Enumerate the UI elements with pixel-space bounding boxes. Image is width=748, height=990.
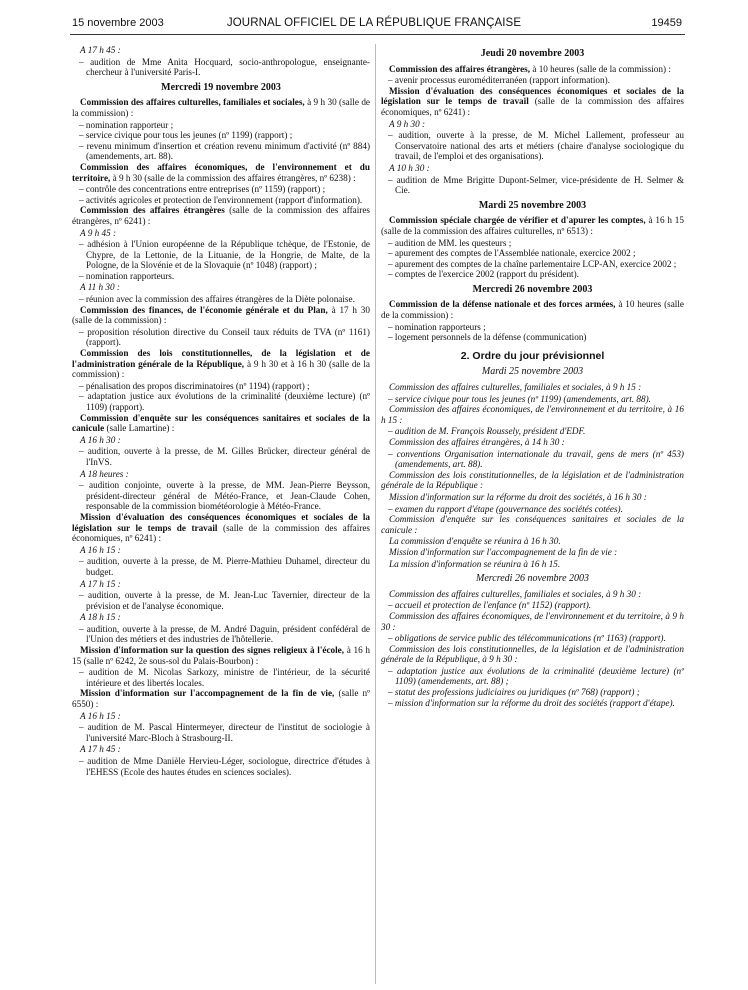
left-column bbox=[72, 44, 370, 777]
committee-detail: à 10 heures (salle de la commission) : bbox=[381, 299, 684, 321]
agenda-item: – audition de M. Nicolas Sarkozy, ministre de l'intérieur, de la sécurité intérieure et des libertés locales. bbox=[79, 667, 370, 688]
committee-name: Commission des affaires culturelles, familiales et sociales, bbox=[80, 97, 305, 108]
committee-entry bbox=[72, 97, 370, 118]
item-list bbox=[381, 75, 684, 86]
item-list bbox=[381, 426, 684, 437]
committee-detail: à 9 h 30 (salle de la commission des affaires étrangères, nº 6238) : bbox=[110, 172, 356, 183]
committee-entry: Commission des lois constitutionnelles, de la législation et de l'administration générale de la République, à 9 h 30 : bbox=[381, 643, 684, 665]
committee-entry: Commission des affaires économiques, de l'environnement et du territoire, à 9 h 30 : bbox=[381, 610, 684, 632]
committee-name: Commission spéciale chargée de vérifier et d'apurer les comptes, bbox=[389, 215, 646, 226]
committee-entry bbox=[72, 688, 370, 709]
item-list bbox=[381, 449, 684, 470]
committee-detail: (salle de la commission des affaires économiques, nº 6241) : bbox=[72, 522, 371, 544]
time-label: A 11 h 30 : bbox=[80, 282, 120, 293]
agenda-item: – service civique pour tous les jeunes (nº 1199) (amendements, art. 88). bbox=[388, 393, 651, 404]
committee-detail: à 10 heures (salle de la commission) : bbox=[530, 63, 671, 74]
committee-name: Commission des affaires étrangères, bbox=[389, 63, 531, 74]
committee-entry bbox=[72, 205, 370, 226]
agenda-item: – contrôle des concentrations entre entreprises (nº 1159) (rapport) ; bbox=[79, 184, 326, 195]
day-heading: Mercredi 26 novembre 2003 bbox=[472, 283, 593, 295]
agenda-item: – nomination rapporteur ; bbox=[79, 119, 174, 130]
committee-entry bbox=[72, 162, 370, 183]
item-list bbox=[381, 130, 684, 162]
item-list bbox=[72, 239, 370, 281]
agenda-item: – nomination rapporteurs. bbox=[79, 270, 175, 281]
agenda-item: – statut des professions judiciaires ou juridiques (nº 768) (rapport) ; bbox=[388, 687, 640, 698]
item-list bbox=[72, 590, 370, 611]
committee-entry: Commission des lois constitutionnelles, de la législation et de l'administration générale de la République : bbox=[381, 469, 684, 491]
agenda-item: – conventions Organisation internationale du travail, gens de mers (nº 453) (amendements, art. 88). bbox=[388, 448, 684, 470]
agenda-item: – nomination rapporteurs ; bbox=[388, 321, 486, 332]
committee-name: Commission d'enquête sur les conséquences sanitaires et sociales de la canicule bbox=[72, 412, 370, 434]
agenda-item: – revenu minimum d'insertion et création revenu minimum d'activité (nº 884) (amendements, art. 88). bbox=[79, 140, 370, 162]
agenda-item: – audition de M. François Roussely, président d'EDF. bbox=[388, 426, 586, 437]
committee-entry bbox=[72, 305, 370, 326]
committee-detail: (salle nº 6550) : bbox=[72, 688, 370, 710]
item-list bbox=[72, 756, 370, 777]
time-label: A 10 h 30 : bbox=[389, 162, 430, 173]
agenda-item: – avenir processus euroméditerranéen (rapport information). bbox=[388, 75, 610, 86]
item-list bbox=[381, 175, 684, 196]
item-list bbox=[381, 394, 684, 405]
agenda-item: – audition, ouverte à la presse, de M. Pierre-Mathieu Duhamel, directeur du budget. bbox=[79, 556, 370, 577]
agenda-item: – audition de MM. les questeurs ; bbox=[388, 237, 512, 248]
agenda-item: – audition, ouverte à la presse, de M. André Daguin, président confédéral de l'Union des métiers et des industries de l'hôtellerie. bbox=[79, 623, 370, 645]
item-list bbox=[381, 600, 684, 611]
committee-detail: (salle Lamartine) : bbox=[104, 423, 175, 434]
item-list bbox=[72, 327, 370, 348]
committee-detail: (salle de la commission des affaires étrangères, nº 6241) : bbox=[72, 205, 370, 226]
committee-entry: Commission des affaires économiques, de l'environnement et du territoire, à 16 h 15 : bbox=[381, 404, 684, 425]
committee-name: Mission d'évaluation des conséquences économiques et sociales de la législation sur le temps de travail bbox=[381, 85, 684, 107]
time-label: A 18 heures : bbox=[80, 468, 129, 479]
column-separator bbox=[375, 44, 376, 984]
meeting-note: La commission d'enquête se réunira à 16 h 30. bbox=[389, 536, 561, 547]
item-list bbox=[72, 556, 370, 577]
agenda-item: – obligations de service public des télécommunications (nº 1163) (rapport). bbox=[388, 633, 666, 644]
agenda-item: – audition, ouverte à la presse, de M. Michel Lallement, professeur au Conservatoire national des arts et métiers (chaire d'analyse sociologique du travail, de l'emploi et des organisations). bbox=[388, 130, 684, 162]
item-list bbox=[72, 57, 370, 78]
item-list bbox=[72, 184, 370, 205]
committee-name: Mission d'évaluation des conséquences économiques et sociales de la législation sur le temps de travail bbox=[72, 511, 370, 533]
time-label: A 16 h 15 : bbox=[80, 710, 121, 721]
agenda-item: – audition de Mme Brigitte Dupont-Selmer, vice-présidente de H. Selmer & Cie. bbox=[388, 174, 684, 196]
meeting-note: La mission d'information se réunira à 16 h 15. bbox=[389, 558, 561, 569]
agenda-item: – audition, ouverte à la presse, de M. Gilles Brücker, directeur général de l'InVS. bbox=[79, 446, 370, 467]
item-list bbox=[381, 633, 684, 644]
agenda-item: – audition, ouverte à la presse, de M. Jean-Luc Tavernier, directeur de la prévision et de l'analyse économique. bbox=[79, 590, 370, 611]
agenda-item: – apurement des comptes de l'Assemblée nationale, exercice 2002 ; bbox=[388, 248, 636, 259]
section-heading: 2. Ordre du jour prévisionnel bbox=[460, 349, 605, 362]
committee-entry: Commission des affaires culturelles, familiales et sociales, à 9 h 30 : bbox=[389, 588, 642, 599]
agenda-item: – accueil et protection de l'enfance (nº 1152) (rapport). bbox=[388, 600, 592, 611]
committee-entry bbox=[72, 348, 370, 380]
agenda-item: – audition de Mme Danièle Hervieu-Léger, sociologue, directrice d'études à l'EHESS (Ecole des hautes études en sciences sociales). bbox=[79, 756, 370, 777]
right-column bbox=[381, 44, 684, 708]
committee-detail: à 16 h 15 (salle de la commission des affaires culturelles, nº 6513) : bbox=[381, 215, 684, 236]
committee-detail: à 16 h 15 (salle nº 6242, 2e sous-sol du Palais-Bourbon) : bbox=[72, 645, 370, 666]
item-list bbox=[72, 480, 370, 512]
item-list bbox=[381, 322, 684, 343]
day-heading: Mardi 25 novembre 2003 bbox=[478, 199, 587, 211]
agenda-item: – examen du rapport d'étape (gouvernance des sociétés cotées). bbox=[388, 503, 623, 514]
agenda-item: – audition conjointe, ouverte à la presse, de MM. Jean-Pierre Beysson, président-directeur général de Météo-France, et Jean-Claude Cohen, responsable de la commission biométéorologie à Météo-France. bbox=[79, 480, 370, 512]
committee-subentry: Mission d'information sur la réforme du droit des sociétés, à 16 h 30 : bbox=[389, 491, 647, 502]
agenda-item: – adaptation justice aux évolutions de la criminalité (deuxième lecture) (nº 1109) (amendements, art. 88) ; bbox=[388, 665, 684, 687]
header-date: 15 novembre 2003 bbox=[72, 17, 164, 29]
committee-entry: Mission d'information sur l'accompagnement de la fin de vie : bbox=[389, 546, 618, 557]
day-heading: Mercredi 19 novembre 2003 bbox=[161, 81, 281, 93]
agenda-item: – logement personnels de la défense (communication) bbox=[388, 332, 587, 343]
committee-entry bbox=[381, 299, 684, 320]
committee-name: Commission des finances, de l'économie générale et du Plan, bbox=[80, 304, 328, 315]
time-label: A 9 h 30 : bbox=[389, 118, 426, 129]
item-list bbox=[381, 666, 684, 708]
agenda-item: – service civique pour tous les jeunes (nº 1199) (rapport) ; bbox=[79, 130, 293, 141]
committee-entry: Commission des affaires étrangères, à 14 h 30 : bbox=[389, 437, 565, 447]
header-page-number: 19459 bbox=[651, 17, 682, 29]
item-list bbox=[381, 504, 684, 515]
agenda-item: – audition de M. Pascal Hintermeyer, directeur de l'institut de sociologie à l'université Marc-Bloch à Strasbourg-II. bbox=[79, 722, 370, 743]
item-list bbox=[72, 624, 370, 645]
header-title: JOURNAL OFFICIEL DE LA RÉPUBLIQUE FRANÇAISE bbox=[226, 17, 522, 29]
committee-entry bbox=[381, 64, 684, 75]
time-label: A 17 h 15 : bbox=[80, 578, 121, 589]
item-list bbox=[72, 381, 370, 413]
item-list bbox=[72, 667, 370, 688]
agenda-item: – apurement des comptes de la chaîne parlementaire LCP-AN, exercice 2002 ; bbox=[388, 258, 677, 269]
header-rule bbox=[70, 34, 685, 35]
committee-entry: Commission des affaires culturelles, familiales et sociales, à 9 h 15 : bbox=[389, 382, 642, 393]
agenda-item: – activités agricoles et protection de l'environnement (rapport d'information). bbox=[79, 194, 363, 205]
committee-name: Commission des affaires étrangères bbox=[80, 205, 225, 216]
day-heading: Mardi 25 novembre 2003 bbox=[481, 366, 584, 378]
agenda-item: – pénalisation des propos discriminatoires (nº 1194) (rapport) ; bbox=[79, 380, 310, 391]
committee-entry bbox=[381, 215, 684, 236]
committee-entry bbox=[72, 413, 370, 434]
committee-detail: à 17 h 30 (salle de la commission) : bbox=[72, 304, 370, 326]
time-label: A 17 h 45 : bbox=[80, 744, 121, 755]
time-label: A 16 h 15 : bbox=[80, 544, 121, 555]
agenda-item: – réunion avec la commission des affaires étrangères de la Diète polonaise. bbox=[79, 294, 355, 305]
agenda-item: – proposition résolution directive du Conseil taux réduits de TVA (nº 1161) (rapport). bbox=[79, 326, 370, 348]
committee-entry bbox=[72, 645, 370, 666]
committee-name: Commission de la défense nationale et des forces armées, bbox=[389, 299, 616, 310]
agenda-item: – adhésion à l'Union européenne de la République tchèque, de l'Estonie, de Chypre, de la Lettonie, de la Lituanie, de la Hongrie, de Malte, de la Pologne, de la Slovénie et de la Slovaquie (nº 1048) (rapport) ; bbox=[79, 239, 370, 271]
committee-entry bbox=[72, 512, 370, 544]
agenda-item: – comptes de l'exercice 2002 (rapport du président). bbox=[388, 269, 579, 280]
committee-entry bbox=[381, 86, 684, 118]
agenda-item: – adaptation justice aux évolutions de la criminalité (deuxième lecture) (nº 1109) (rapport). bbox=[79, 391, 370, 412]
time-label: A 16 h 30 : bbox=[80, 434, 121, 445]
day-heading: Mercredi 26 novembre 2003 bbox=[475, 573, 590, 585]
committee-name: Commission des affaires économiques, de l'environnement et du territoire, bbox=[72, 161, 370, 183]
committee-detail: à 9 h 30 et à 16 h 30 (salle de la commission) : bbox=[72, 358, 370, 380]
agenda-item: – mission d'information sur la réforme du droit des sociétés (rapport d'étape). bbox=[388, 697, 675, 708]
committee-entry: Commission d'enquête sur les conséquences sanitaires et sociales de la canicule : bbox=[381, 514, 684, 535]
time-label: A 18 h 15 : bbox=[80, 612, 121, 623]
committee-detail: (salle de la commission des affaires économiques, nº 6241) : bbox=[381, 96, 684, 117]
committee-name: Mission d'information sur la question des signes religieux à l'école, bbox=[80, 645, 345, 656]
provisional-agenda bbox=[381, 367, 684, 708]
committee-detail: à 9 h 30 (salle de la commission) : bbox=[72, 97, 370, 118]
day-heading: Jeudi 20 novembre 2003 bbox=[480, 48, 585, 59]
committee-name: Mission d'information sur l'accompagnement de la fin de vie, bbox=[80, 688, 335, 699]
time-label: A 9 h 45 : bbox=[80, 227, 117, 238]
item-list bbox=[72, 446, 370, 467]
agenda-item: – audition de Mme Anita Hocquard, socio-anthropologue, enseignante-chercheur à l'université Paris-I. bbox=[79, 56, 370, 78]
item-list bbox=[72, 120, 370, 162]
time-label: A 17 h 45 : bbox=[80, 45, 121, 55]
item-list bbox=[72, 722, 370, 743]
item-list bbox=[72, 294, 370, 305]
item-list bbox=[381, 238, 684, 280]
committee-name: Commission des lois constitutionnelles, de la législation et de l'administration générale de la République, bbox=[72, 348, 370, 369]
